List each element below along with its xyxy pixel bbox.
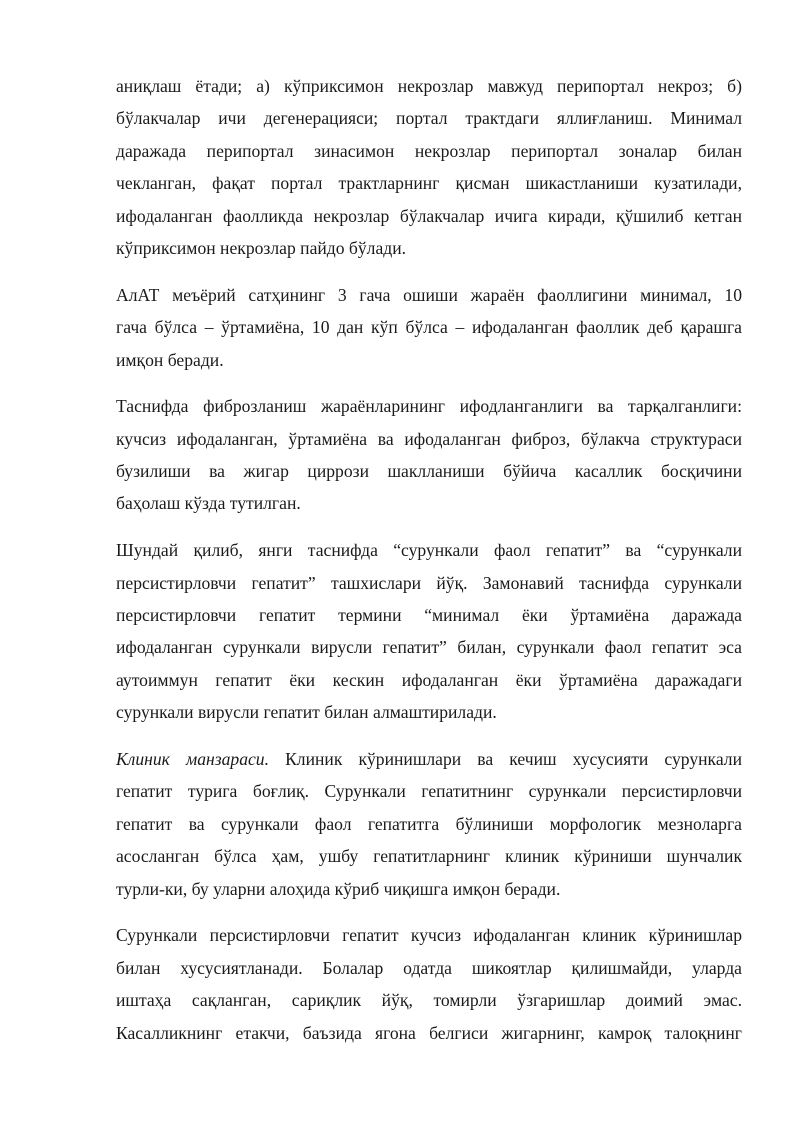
text-line: аутоиммун гепатит ёки кескин ифодаланган ёки ўртамиёна даражадаги — [116, 669, 742, 690]
text-line: бўлакчалар ичи дегенерацияси; портал трактдаги яллиғланиш. Минимал — [116, 108, 742, 129]
text-line: персистирловчи гепатит термини “минимал ёки ўртамиёна даражада — [116, 605, 742, 626]
text-line: турли-ки, бу уларни алоҳида кўриб чиқишга имқон беради. — [116, 878, 561, 899]
paragraph-2 — [116, 279, 742, 376]
text-line: бузилиши ва жигар циррози шаклланиши бўйича касаллик босқичини — [116, 461, 742, 482]
text-line: гепатит ва сурункали фаол гепатитга бўлиниши морфологик мезноларга — [116, 813, 742, 834]
document-body — [116, 70, 742, 1063]
paragraph-6 — [116, 919, 742, 1049]
text-line: АлАТ меъёрий сатҳининг 3 гача ошиши жараён фаоллигини минимал, 10 — [116, 284, 742, 305]
section-heading-inline: Клиник манзараси. — [116, 748, 269, 769]
text-line-with-heading — [116, 743, 742, 775]
text-line: Сурункали персистирловчи гепатит кучсиз ифодаланган клиник кўринишлар — [116, 925, 742, 946]
text-line: ифодаланган фаолликда некрозлар бўлакчалар ичига киради, қўшилиб кетган — [116, 205, 742, 226]
text-line: сурункали вирусли гепатит билан алмаштирилади. — [116, 702, 497, 723]
paragraph-1 — [116, 70, 742, 264]
text-line: гача бўлса – ўртамиёна, 10 дан кўп бўлса – ифодаланган фаоллик деб қарашга — [116, 317, 742, 338]
text-line: Шундай қилиб, янги таснифда “сурункали фаол гепатит” ва “сурункали — [116, 540, 742, 561]
text-line: билан хусусиятланади. Болалар одатда шикоятлар қилишмайди, уларда — [116, 957, 742, 978]
text-line: персистирловчи гепатит” ташхислари йўқ. Замонавий таснифда сурункали — [116, 572, 742, 593]
text-line: ифодаланган сурункали вирусли гепатит” билан, сурункали фаол гепатит эса — [116, 637, 742, 658]
text-line: кўприксимон некрозлар пайдо бўлади. — [116, 237, 407, 258]
paragraph-5 — [116, 743, 742, 905]
text-line: Касалликнинг етакчи, баъзида ягона белгиси жигарнинг, камроқ талоқнинг — [116, 1022, 742, 1043]
text-line: иштаҳа сақланган, сариқлик йўқ, томирли ўзгаришлар доимий эмас. — [116, 990, 742, 1011]
text-line: асосланган бўлса ҳам, ушбу гепатитларнинг клиник кўриниши шунчалик — [116, 846, 742, 867]
paragraph-4 — [116, 534, 742, 728]
text-line: баҳолаш кўзда тутилган. — [116, 493, 301, 514]
text-line: кучсиз ифодаланган, ўртамиёна ва ифодаланган фиброз, бўлакча структураси — [116, 428, 742, 449]
text-line: имқон беради. — [116, 349, 224, 370]
text-line: чекланган, фақат портал трактларнинг қисман шикастланиши кузатилади, — [116, 173, 742, 194]
text-line: аниқлаш ётади; а) кўприксимон некрозлар мавжуд перипортал некроз; б) — [116, 76, 742, 96]
paragraph-3 — [116, 390, 742, 520]
text-line: Таснифда фиброзланиш жараёнларининг ифодланганлиги ва тарқалганлиги: — [116, 396, 742, 417]
text-line: даражада перипортал зинасимон некрозлар перипортал зоналар билан — [116, 140, 742, 161]
text-line: гепатит турига боғлиқ. Сурункали гепатитнинг сурункали персистирловчи — [116, 781, 742, 802]
text-line-rest: Клиник кўринишлари ва кечиш хусусияти сурункали — [269, 748, 742, 769]
